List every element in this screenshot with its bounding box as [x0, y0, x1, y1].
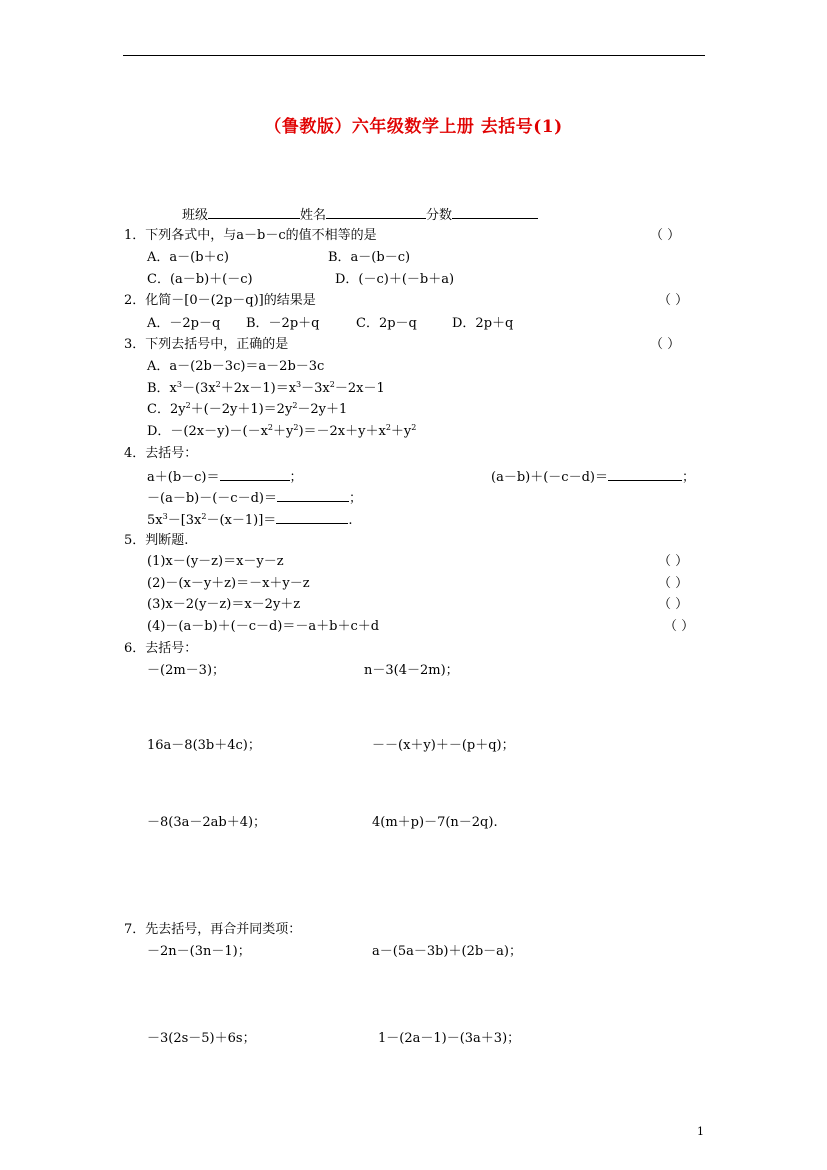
score-label: 分数: [426, 208, 453, 223]
q4-expr-3-end: ；: [348, 491, 362, 506]
q4-expr-4-text: $5x^3-[3x^2-(x-1)]=$: [147, 512, 277, 528]
q3-stem: 3．下列去括号中，正确的是: [124, 337, 289, 352]
q6-expr-5: －8(3a－2ab＋4)；: [147, 815, 267, 830]
q5-item-2: (2)－(x－y＋z)＝－x＋y－z: [147, 576, 310, 591]
q6-expr-6: 4(m＋p)－7(n－2q).: [372, 815, 498, 830]
page-title: （鲁教版）六年级数学上册 去括号(1): [264, 117, 563, 137]
q4-expr-3: [147, 489, 362, 507]
q6-expr-4: －－(x＋y)＋－(p＋q)；: [372, 738, 515, 753]
q6-expr-1: －(2m－3)；: [147, 663, 226, 678]
q2-answer-paren[interactable]: （ ）: [658, 293, 689, 308]
q4-expr-1: [147, 468, 303, 486]
q5-answer-paren-1[interactable]: （ ）: [658, 554, 689, 569]
q4-answer-blank-2[interactable]: [608, 468, 682, 481]
q7-expr-3: －3(2s－5)＋6s；: [147, 1031, 256, 1046]
q6-stem: 6．去括号：: [124, 641, 198, 656]
q6-expr-2: n－3(4－2m)；: [364, 663, 459, 678]
score-blank[interactable]: [452, 206, 538, 219]
q4-expr-2-end: ；: [681, 470, 695, 485]
q1-option-c: C．(a－b)＋(－c): [147, 272, 253, 287]
q3-option-d: D．$-(2x-y)-(-x^2+y^2)=-2x+y+x^2+y^2$: [147, 423, 417, 439]
q5-answer-paren-2[interactable]: （ ）: [658, 576, 689, 591]
header-rule: [123, 55, 705, 56]
q3-answer-paren[interactable]: （ ）: [650, 337, 681, 352]
q2-option-d: D．2p＋q: [452, 316, 514, 331]
q5-answer-paren-3[interactable]: （ ）: [658, 597, 689, 612]
class-blank[interactable]: [208, 206, 300, 219]
q5-stem: 5．判断题.: [124, 533, 189, 548]
q4-expr-2: [491, 468, 695, 486]
q2-option-b: B．－2p＋q: [246, 316, 320, 331]
q1-option-b: B．a－(b－c): [328, 250, 411, 265]
q1-option-d: D．(－c)＋(－b＋a): [335, 272, 455, 287]
q5-item-1: (1)x－(y－z)＝x－y－z: [147, 554, 284, 569]
q2-option-c: C．2p－q: [356, 316, 417, 331]
q5-item-3: (3)x－2(y－z)＝x－2y＋z: [147, 597, 301, 612]
name-blank[interactable]: [326, 206, 426, 219]
q4-stem: 4．去括号：: [124, 446, 198, 461]
info-line: [182, 206, 538, 224]
q1-stem: 1．下列各式中，与a－b－c的值不相等的是: [124, 228, 377, 243]
q7-expr-1: －2n－(3n－1)；: [147, 944, 251, 959]
class-label: 班级: [182, 208, 209, 223]
q2-stem: 2．化简－[0－(2p－q)]的结果是: [124, 293, 316, 308]
q1-option-a: A．a－(b＋c): [147, 250, 229, 265]
q4-expr-2-text: (a－b)＋(－c－d)＝: [491, 470, 608, 485]
q4-answer-blank-3[interactable]: [277, 489, 349, 502]
q4-answer-blank-4[interactable]: [276, 511, 348, 524]
q4-expr-1-text: a＋(b－c)＝: [147, 470, 220, 485]
q4-expr-4: [147, 511, 352, 529]
page-number: 1: [697, 1125, 704, 1138]
q4-answer-blank-1[interactable]: [220, 468, 290, 481]
q2-option-a: A．－2p－q: [147, 316, 221, 331]
q3-option-a: A．a－(2b－3c)＝a－2b－3c: [147, 359, 325, 374]
q4-expr-3-text: －(a－b)－(－c－d)＝: [147, 491, 277, 506]
q6-expr-3: 16a－8(3b＋4c)；: [147, 738, 261, 753]
q7-expr-2: a－(5a－3b)＋(2b－a)；: [372, 944, 522, 959]
q4-expr-1-end: ；: [289, 470, 303, 485]
q7-expr-4: 1－(2a－1)－(3a＋3)；: [378, 1031, 521, 1046]
q3-option-b: B．$x^3-(3x^2+2x-1)=x^3-3x^2-2x-1$: [147, 380, 385, 396]
q4-expr-4-end: .: [348, 513, 353, 528]
q5-item-4: (4)－(a－b)＋(－c－d)＝－a＋b＋c＋d: [147, 619, 380, 634]
name-label: 姓名: [300, 208, 327, 223]
q5-answer-paren-4[interactable]: （ ）: [664, 619, 695, 634]
q1-answer-paren[interactable]: （ ）: [650, 228, 681, 243]
q7-stem: 7．先去括号，再合并同类项：: [124, 922, 302, 937]
q3-option-c: C．$2y^2+(-2y+1)=2y^2-2y+1$: [147, 401, 348, 417]
